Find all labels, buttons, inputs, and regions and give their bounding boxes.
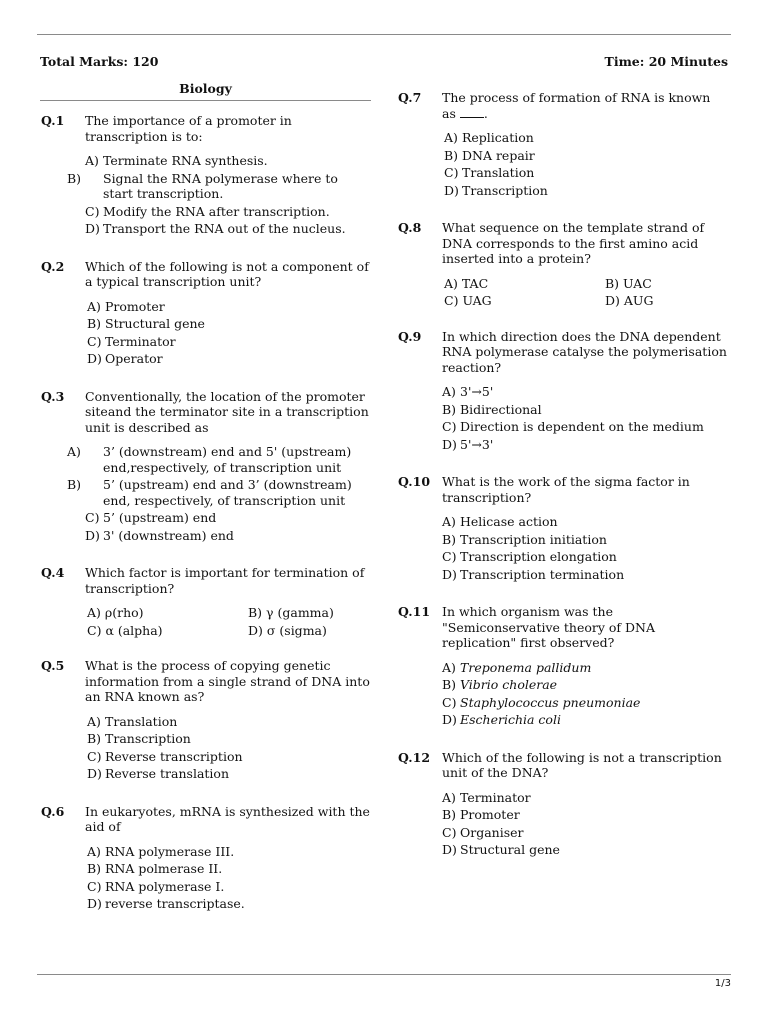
option-d: D) 3' (downstream) end (85, 527, 234, 543)
question-text: The importance of a promoter in transcription is to: (85, 113, 292, 144)
question-12 (398, 750, 734, 860)
question-number: Q.10 (398, 474, 431, 489)
options-list (442, 514, 734, 582)
question-number: Q.3 (41, 388, 65, 404)
options-grid (444, 276, 734, 309)
option-d: D) reverse transcriptase. (87, 896, 245, 911)
question-text: Which factor is important for termination of transcription? (85, 565, 365, 596)
option-a: A) Promoter (87, 298, 165, 314)
options-list (442, 790, 734, 858)
option-a: A) Replication (444, 130, 534, 145)
question-number: Q.9 (398, 328, 422, 344)
options-list (67, 153, 371, 237)
option-d: D) 5'→3' (442, 436, 494, 452)
question-text: In which organism was the "Semiconservative theory of DNA replication" first observed? (442, 604, 656, 650)
question-text: In eukaryotes, mRNA is synthesized with the aid of (85, 803, 370, 834)
question-4 (41, 565, 371, 638)
question-10 (398, 474, 734, 584)
time-limit: Time: 20 Minutes (604, 54, 728, 69)
option-b: B) Signal the RNA polymerase where to start transcription. (67, 170, 338, 201)
page-number: 1/3 (714, 978, 731, 989)
option-a: A) Helicase action (442, 514, 558, 529)
question-number: Q.11 (398, 604, 431, 619)
option-c: C) Transcription elongation (442, 549, 617, 564)
option-b: B) RNA polmerase II. (87, 861, 223, 876)
option-d: D) Transcription termination (442, 566, 625, 582)
option-c: C) Reverse transcription (87, 748, 243, 764)
question-number: Q.8 (398, 220, 422, 235)
option-c: C) Modify the RNA after transcription. (85, 203, 330, 219)
question-11 (398, 604, 734, 730)
question-1 (41, 113, 371, 239)
options-list (442, 384, 734, 452)
option-c: C) RNA polymerase I. (87, 878, 225, 894)
question-number: Q.7 (398, 90, 422, 105)
option-b: B) Vibrio cholerae (442, 677, 558, 692)
options-list (87, 714, 371, 782)
total-marks: Total Marks: 120 (40, 54, 159, 69)
options-list (67, 444, 371, 543)
option-c: C) UAG (444, 293, 492, 308)
option-d: D) σ (sigma) (248, 622, 327, 638)
question-text: Conventionally, the location of the promoter siteand the terminator site in a transcription unit is described as (85, 388, 369, 435)
option-d: D) Transcription (444, 182, 548, 198)
bottom-rule (37, 974, 731, 975)
option-b: B) DNA repair (444, 147, 535, 163)
options-list (444, 130, 734, 198)
option-d: D) Escherichia coli (442, 712, 561, 727)
option-a: A) Terminator (442, 789, 531, 805)
options-grid (87, 605, 371, 638)
option-c: C) Direction is dependent on the medium (442, 419, 704, 434)
option-a: A) Terminate RNA synthesis. (85, 153, 268, 168)
option-c: C) Translation (444, 165, 535, 180)
question-text: Which of the following is not a transcription unit of the DNA? (442, 749, 722, 780)
right-column (398, 90, 734, 860)
top-rule (37, 34, 731, 35)
option-a: A) TAC (444, 275, 489, 291)
option-a: A) Translation (87, 713, 178, 729)
option-c: C) α (alpha) (87, 622, 163, 638)
option-a: A) 3'→5' (442, 384, 494, 399)
option-b: B) γ (gamma) (248, 605, 334, 620)
question-3 (41, 389, 371, 546)
option-d: D) Structural gene (442, 842, 560, 857)
question-text: The process of formation of RNA is known as . (442, 90, 711, 121)
subject-heading: Biology (40, 81, 371, 101)
option-b: B) 5’ (upstream) end and 3’ (downstream) end, respectively, of transcription unit (67, 477, 352, 508)
question-number: Q.1 (41, 113, 65, 128)
question-text: What is the process of copying genetic information from a single strand of DNA into an RNA known as? (85, 658, 370, 704)
question-6 (41, 804, 371, 914)
option-b: B) UAC (605, 275, 652, 291)
option-b: B) Structural gene (87, 316, 205, 331)
question-number: Q.6 (41, 803, 65, 819)
option-b: B) Transcription initiation (442, 531, 607, 547)
option-d: D) Transport the RNA out of the nucleus. (85, 221, 346, 236)
option-a: A) Treponema pallidum (442, 659, 592, 675)
option-c: C) Staphylococcus pneumoniae (442, 694, 641, 710)
option-d: D) Operator (87, 351, 163, 366)
question-text: In which direction does the DNA dependent RNA polymerase catalyse the polymerisation reaction? (442, 328, 727, 375)
option-c: C) Organiser (442, 824, 524, 840)
question-number: Q.4 (41, 565, 65, 580)
question-number: Q.2 (41, 258, 65, 274)
left-column (41, 113, 371, 914)
option-c: C) Terminator (87, 333, 176, 349)
question-text: What is the work of the sigma factor in transcription? (442, 474, 690, 505)
question-text: Which of the following is not a component of a typical transcription unit? (85, 258, 369, 289)
option-d: D) AUG (605, 293, 654, 308)
options-list (87, 299, 371, 367)
question-2 (41, 259, 371, 369)
question-5 (41, 658, 371, 784)
option-a: A) 3’ (downstream) end and 5' (upstream) end,respectively, of transcription unit (67, 444, 352, 475)
question-number: Q.5 (41, 658, 65, 673)
option-a: A) RNA polymerase III. (87, 843, 235, 859)
question-text: What sequence on the template strand of DNA corresponds to the first amino acid inserted into a protein? (442, 220, 705, 266)
option-b: B) Promoter (442, 807, 520, 822)
options-list (442, 660, 734, 728)
option-b: B) Transcription (87, 731, 191, 746)
option-c: C) 5’ (upstream) end (85, 510, 217, 525)
question-8 (398, 220, 734, 309)
option-a: A) ρ(rho) (87, 605, 144, 620)
option-b: B) Bidirectional (442, 401, 542, 417)
question-9 (398, 329, 734, 455)
question-7 (398, 90, 734, 200)
options-list (87, 844, 371, 912)
question-number: Q.12 (398, 749, 431, 765)
option-d: D) Reverse translation (87, 766, 229, 781)
answer-blank (460, 108, 484, 118)
